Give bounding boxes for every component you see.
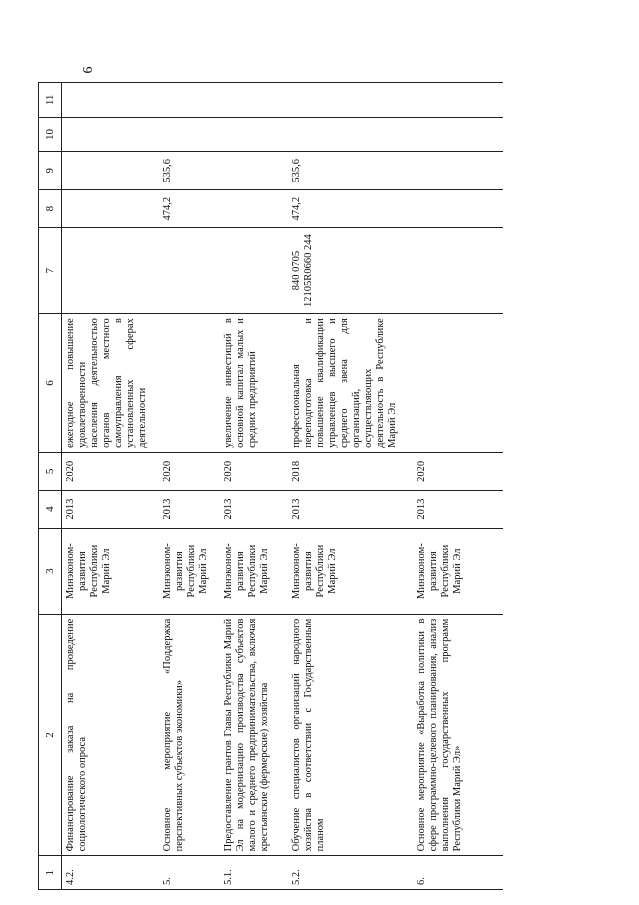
rotated-table-sheet: [38, 82, 598, 890]
value-col-10: [288, 117, 413, 152]
value-col-8: [62, 190, 160, 228]
value-col-8: 474,2: [288, 190, 413, 228]
expected-result: ежегодное повышение удовлетворенности населения деятельностью органов местного самоуправления в установленных сферах деятельности: [62, 314, 160, 453]
col-header-6: 6: [39, 314, 62, 453]
activity-name: Основное мероприятие «Поддержка перспективных субъектов экономики»: [159, 614, 220, 856]
value-col-11: [159, 83, 220, 118]
column-number-header: [39, 83, 62, 890]
executor: Минэконом-развития Республики Марий Эл: [159, 528, 220, 614]
executor: Минэконом-развития Республики Марий Эл: [220, 528, 288, 614]
value-col-11: [413, 83, 503, 118]
start-year: 2013: [62, 490, 160, 528]
activity-name: Предоставление грантов Главы Республики Марий Эл на модернизацию производства субъектов малого и среднего предпринимательства, включая крестьянские (фермерские) хозяйства: [220, 614, 288, 856]
table-row: [159, 83, 220, 890]
col-header-11: 11: [39, 83, 62, 118]
col-header-7: 7: [39, 228, 62, 314]
budget-code: [159, 228, 220, 314]
table-row: [413, 83, 503, 890]
page-number: 6: [81, 66, 96, 74]
program-activities-table: [38, 82, 503, 890]
col-header-3: 3: [39, 528, 62, 614]
value-col-10: [413, 117, 503, 152]
end-year: 2020: [220, 452, 288, 490]
value-col-9: 535,6: [159, 152, 220, 190]
value-col-8: 474,2: [159, 190, 220, 228]
start-year: 2013: [288, 490, 413, 528]
row-number: 5.: [159, 856, 220, 890]
value-col-8: [220, 190, 288, 228]
expected-result: [413, 314, 503, 453]
value-col-8: [413, 190, 503, 228]
activity-name: Обучение специалистов организаций народного хозяйства в соответствии с Государственным планом: [288, 614, 413, 856]
expected-result: [159, 314, 220, 453]
col-header-10: 10: [39, 117, 62, 152]
row-number: 4.2.: [62, 856, 160, 890]
end-year: 2020: [159, 452, 220, 490]
col-header-1: 1: [39, 856, 62, 890]
col-header-5: 5: [39, 452, 62, 490]
value-col-9: [413, 152, 503, 190]
value-col-11: [62, 83, 160, 118]
value-col-11: [220, 83, 288, 118]
row-number: 5.1.: [220, 856, 288, 890]
value-col-11: [288, 83, 413, 118]
value-col-10: [159, 117, 220, 152]
start-year: 2013: [159, 490, 220, 528]
expected-result: увеличение инвестиций в основной капитал малых и средних предприятий: [220, 314, 288, 453]
end-year: 2020: [413, 452, 503, 490]
executor: Минэконом-развития Республики Марий Эл: [62, 528, 160, 614]
table-row: [220, 83, 288, 890]
budget-code: [62, 228, 160, 314]
end-year: 2020: [62, 452, 160, 490]
executor: Минэконом-развития Республики Марий Эл: [413, 528, 503, 614]
table-row: [62, 83, 160, 890]
budget-code: 840 0705 12105R0660 244: [288, 228, 413, 314]
executor: Минэконом-развития Республики Марий Эл: [288, 528, 413, 614]
col-header-8: 8: [39, 190, 62, 228]
value-col-10: [62, 117, 160, 152]
row-number: 5.2.: [288, 856, 413, 890]
col-header-9: 9: [39, 152, 62, 190]
expected-result: профессиональная переподготовка и повышение квалификации управленцев высшего и среднего звена для организаций, осуществляющих деятельность в Республике Марий Эл: [288, 314, 413, 453]
activity-name: Финансирование заказа на проведение социологического опроса: [62, 614, 160, 856]
col-header-4: 4: [39, 490, 62, 528]
end-year: 2018: [288, 452, 413, 490]
budget-code: [220, 228, 288, 314]
start-year: 2013: [413, 490, 503, 528]
value-col-9: [62, 152, 160, 190]
row-number: 6.: [413, 856, 503, 890]
value-col-9: [220, 152, 288, 190]
table-row: [288, 83, 413, 890]
start-year: 2013: [220, 490, 288, 528]
budget-code: [413, 228, 503, 314]
value-col-10: [220, 117, 288, 152]
col-header-2: 2: [39, 614, 62, 856]
value-col-9: 535,6: [288, 152, 413, 190]
activity-name: Основное мероприятие «Выработка политики в сфере программно-целевого планирования, анализ выполнения государственных программ Республики Марий Эл»: [413, 614, 503, 856]
